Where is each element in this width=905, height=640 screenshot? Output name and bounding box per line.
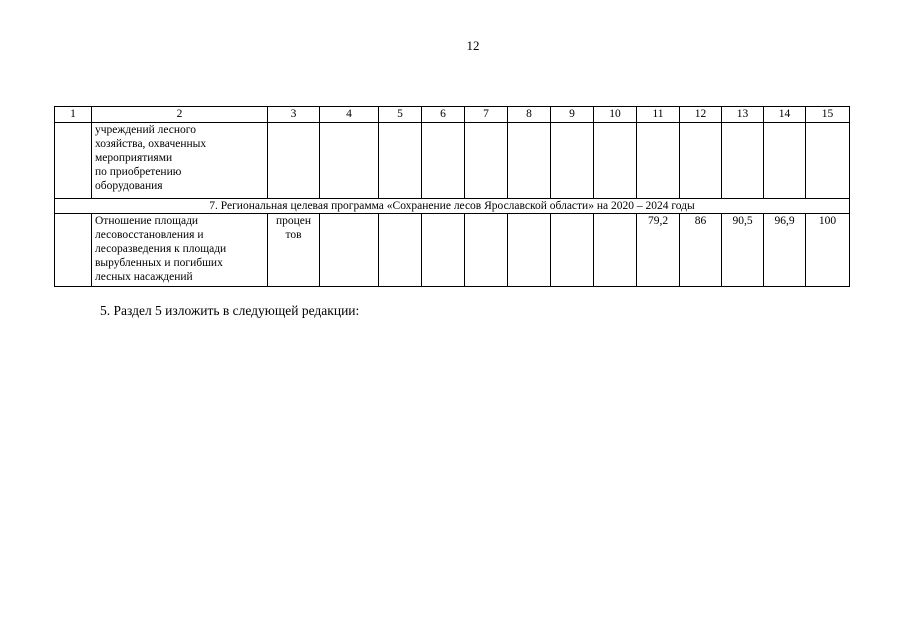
table-cell [637,123,680,199]
column-number: 13 [722,107,764,123]
section-row [55,199,850,214]
column-number: 2 [92,107,268,123]
table-cell [422,123,465,199]
column-number: 6 [422,107,465,123]
column-number: 11 [637,107,680,123]
table-cell [722,123,764,199]
indicator-unit: процен тов [268,214,320,287]
column-number: 14 [764,107,806,123]
indicator-value: 79,2 [637,214,680,287]
table-cell [508,123,551,199]
indicator-name: Отношение площади лесовосстановления и лесоразведения к площади вырубленных и погибших лесных насаждений [92,214,268,287]
table-cell [55,214,92,287]
instruction-text: 5. Раздел 5 изложить в следующей редакции: [100,303,360,318]
indicator-value: 90,5 [722,214,764,287]
table-cell [508,214,551,287]
column-number: 15 [806,107,850,123]
column-number: 12 [680,107,722,123]
table-cell [465,123,508,199]
table-cell [55,123,92,199]
column-number: 5 [379,107,422,123]
table-row [55,214,850,287]
column-number: 4 [320,107,379,123]
page-number: 12 [466,38,480,53]
indicator-value: 96,9 [764,214,806,287]
table-cell [806,123,850,199]
indicators-table [54,106,850,287]
column-number: 10 [594,107,637,123]
table-cell [465,214,508,287]
column-number: 8 [508,107,551,123]
table-header-row [55,107,850,123]
column-number: 7 [465,107,508,123]
table-cell [320,123,379,199]
table-cell [551,123,594,199]
indicator-value: 86 [680,214,722,287]
column-number: 1 [55,107,92,123]
table-cell [379,214,422,287]
table-cell [764,123,806,199]
table-cell [379,123,422,199]
table-cell [680,123,722,199]
table-cell [594,123,637,199]
indicator-value: 100 [806,214,850,287]
table-cell [320,214,379,287]
table-cell [422,214,465,287]
table-cell [594,214,637,287]
table-cell [268,123,320,199]
column-number: 9 [551,107,594,123]
table-cell [551,214,594,287]
indicator-name: учреждений лесного хозяйства, охваченных мероприятиями по приобретению оборудования [92,123,268,199]
column-number: 3 [268,107,320,123]
table-row [55,123,850,199]
section-title: 7. Региональная целевая программа «Сохранение лесов Ярославской области» на 2020 – 2024 годы [55,199,850,214]
